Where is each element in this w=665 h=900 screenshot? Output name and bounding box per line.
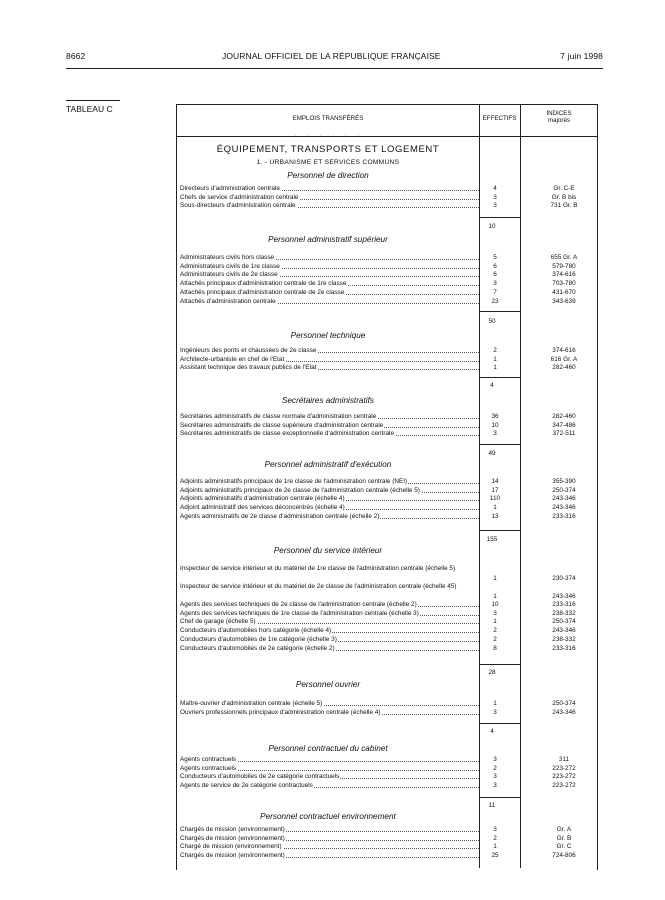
row-indice: 347-486 bbox=[552, 421, 576, 429]
row-indice: 233-316 bbox=[552, 512, 576, 520]
row-effectif: 2 bbox=[493, 764, 497, 772]
row-label-text: Architecte-urbaniste en chef de l'Etat bbox=[180, 355, 285, 363]
row-label bbox=[180, 486, 479, 495]
row-label-text: Chargé de mission (environnement) bbox=[180, 843, 282, 851]
row-indice: 238-332 bbox=[552, 609, 576, 617]
section-title: Personnel contractuel du cabinet bbox=[268, 744, 388, 753]
row-indice: 655 Gr. A bbox=[550, 254, 578, 261]
row-effectif: 25 bbox=[491, 852, 499, 860]
row-label bbox=[180, 262, 479, 271]
row-label bbox=[180, 503, 479, 512]
row-effectif: 10 bbox=[491, 601, 499, 608]
subtotal-rule bbox=[479, 723, 520, 724]
row-effectif: 3 bbox=[493, 202, 497, 210]
row-indice: 223-272 bbox=[552, 764, 576, 772]
row-indice: 374-616 bbox=[552, 347, 576, 354]
row-label bbox=[180, 609, 479, 618]
row-indice: 238-332 bbox=[552, 635, 576, 643]
row-effectif: 1 bbox=[493, 843, 497, 851]
row-effectif: 17 bbox=[491, 486, 499, 494]
row-label-text: Conducteurs d'automobiles de 1re catégorie (échelle 3) bbox=[180, 635, 337, 643]
row-indice: 233-316 bbox=[552, 601, 576, 608]
section-title: Personnel ouvrier bbox=[295, 680, 361, 689]
row-effectif: 110 bbox=[489, 495, 501, 503]
section-subtotal: 155 bbox=[486, 536, 498, 543]
subtotal-rule bbox=[479, 664, 520, 665]
row-indice: 579-780 bbox=[552, 262, 576, 270]
subtotal-rule bbox=[479, 797, 520, 798]
row-effectif: 2 bbox=[493, 834, 497, 842]
row-label bbox=[180, 363, 479, 372]
row-label-text: Administrateurs civils de 1re classe bbox=[180, 262, 280, 270]
row-label bbox=[180, 755, 479, 764]
row-label-text: Chargés de mission (environnement) bbox=[180, 826, 285, 833]
row-label-text: Attachés principaux d'administration centrale de 1re classe bbox=[180, 280, 347, 288]
row-effectif: 10 bbox=[491, 421, 499, 429]
row-effectif: 5 bbox=[493, 254, 497, 261]
row-indice: 282-460 bbox=[552, 413, 576, 420]
ministry-title: ÉQUIPEMENT, TRANSPORTS ET LOGEMENT bbox=[216, 144, 440, 155]
row-label-text: Chargés de mission (environnement) bbox=[180, 852, 285, 860]
row-indice: 243-346 bbox=[552, 504, 576, 512]
section-subtotal: 4 bbox=[490, 728, 494, 735]
row-effectif: 1 bbox=[493, 364, 497, 372]
row-label-text: Ingénieurs des ponts et chaussées de 2e classe bbox=[180, 347, 317, 354]
column-header-indices: INDICES bbox=[546, 110, 572, 117]
row-effectif: 23 bbox=[491, 297, 499, 305]
row-indice: 282-460 bbox=[552, 364, 576, 372]
row-label-text: Chef de garage (échelle 5) bbox=[180, 618, 256, 626]
row-effectif: 3 bbox=[493, 756, 497, 763]
row-label bbox=[180, 346, 479, 355]
row-indice: 374-616 bbox=[552, 271, 576, 279]
row-label-text: Attachés principaux d'administration centrale de 2e classe bbox=[180, 288, 345, 296]
row-label-text: Secrétaires administratifs de classe normale d'administration centrale bbox=[180, 413, 377, 420]
row-effectif: 4 bbox=[493, 185, 497, 192]
column-header-ornament: · · · · · · bbox=[295, 133, 363, 138]
section-subtotal: 50 bbox=[488, 318, 496, 325]
row-label bbox=[180, 421, 479, 430]
section-title: Personnel du service intérieur bbox=[273, 546, 383, 555]
row-effectif: 8 bbox=[493, 644, 497, 652]
row-label bbox=[180, 355, 479, 364]
row-label-text: Adjoints administratifs principaux de 1re classe de l'administration centrale (NEI) bbox=[180, 478, 408, 485]
header-rule bbox=[66, 68, 603, 69]
row-indice: Gr. B bis bbox=[551, 193, 577, 201]
row-label-text: Adjoints administratifs principaux de 2e classe de l'administration centrale (échelle 5) bbox=[180, 486, 420, 494]
row-label bbox=[180, 842, 479, 851]
row-label-text: Assistant technique des travaux publics de l'Etat bbox=[180, 364, 317, 372]
column-header-effectifs: EFFECTIFS bbox=[482, 115, 517, 122]
row-label bbox=[180, 600, 479, 609]
table-label-rule bbox=[66, 100, 120, 101]
row-indice: 250-374 bbox=[552, 700, 576, 707]
section-subtotal: 11 bbox=[488, 802, 496, 809]
row-effectif: 2 bbox=[493, 347, 497, 354]
row-label bbox=[180, 565, 479, 583]
row-label-text: Conducteurs d'automobiles de 2e catégorie contractuels bbox=[180, 773, 340, 781]
subtotal-rule bbox=[479, 377, 520, 378]
row-label bbox=[180, 699, 479, 708]
row-indice: 243-346 bbox=[552, 592, 576, 600]
row-indice: Gr. C-E bbox=[553, 185, 575, 192]
row-label bbox=[180, 279, 479, 288]
section-subtotal: 28 bbox=[488, 669, 496, 676]
row-indice: 724-806 bbox=[552, 852, 576, 860]
row-label-text: Adjoint administratif des services déconcentrés (échelle 4) bbox=[180, 504, 345, 512]
row-indice: 311 bbox=[558, 756, 570, 763]
staff-table bbox=[176, 104, 598, 870]
row-indice: 431-670 bbox=[552, 288, 576, 296]
row-label bbox=[180, 708, 479, 717]
row-indice: 703-780 bbox=[552, 280, 576, 288]
row-effectif: 3 bbox=[493, 193, 497, 201]
section-title: Personnel administratif supérieur bbox=[268, 235, 388, 244]
row-label-text: Conducteurs d'automobiles de 2e catégorie (échelle 2) bbox=[180, 644, 335, 652]
row-label bbox=[180, 270, 479, 279]
row-indice: 343-639 bbox=[552, 297, 576, 305]
row-label bbox=[180, 412, 479, 421]
row-label bbox=[180, 184, 479, 193]
row-indice: 243-346 bbox=[552, 708, 576, 716]
table-label: TABLEAU C bbox=[66, 104, 113, 114]
subtotal-rule bbox=[479, 217, 520, 218]
row-indice: 230-374 bbox=[552, 575, 576, 582]
row-effectif: 3 bbox=[493, 430, 497, 438]
row-effectif: 14 bbox=[491, 478, 499, 485]
row-label-text: Directeurs d'administration centrale bbox=[180, 185, 280, 192]
row-effectif: 3 bbox=[493, 782, 497, 790]
row-indice: 731 Gr. B bbox=[550, 202, 578, 210]
section-title: Personnel contractuel environnement bbox=[260, 812, 396, 821]
row-effectif: 1 bbox=[493, 618, 497, 626]
row-indice: 250-374 bbox=[552, 486, 576, 494]
row-label-text: Agents administratifs de 2e classe d'administration centrale (échelle 2) bbox=[180, 512, 380, 520]
row-label-text: Adjoints administratifs d'administration centrale (échelle 4) bbox=[180, 495, 345, 503]
row-label bbox=[180, 764, 479, 773]
row-effectif: 3 bbox=[493, 708, 497, 716]
row-effectif: 3 bbox=[493, 280, 497, 288]
row-label-text: Conducteurs d'automobiles hors catégorie (échelle 4) bbox=[180, 627, 332, 635]
row-effectif: 36 bbox=[491, 413, 499, 420]
row-label-text: Secrétaires administratifs de classe exceptionnelle d'administration centrale bbox=[180, 430, 394, 438]
row-label bbox=[180, 772, 479, 781]
row-effectif: 6 bbox=[493, 262, 497, 270]
row-label-text: Agents des services techniques de 2e classe de l'administration centrale (échelle 2) bbox=[180, 601, 417, 608]
row-indice: 223-272 bbox=[552, 773, 576, 781]
row-label-text: Maître-ouvrier d'administration centrale (échelle 5) bbox=[180, 700, 323, 707]
subministry-title: 1. - URBANISME ET SERVICES COMMUNS bbox=[256, 159, 400, 166]
row-indice: 250-374 bbox=[552, 618, 576, 626]
row-indice: Gr. B bbox=[556, 834, 572, 842]
row-label-text: Agents des services techniques de 1re classe de l'administration centrale (échelle 3) bbox=[180, 609, 419, 617]
row-label bbox=[180, 288, 479, 297]
column-header-indices-sub: majorés bbox=[547, 117, 570, 124]
page-number: 8662 bbox=[66, 51, 86, 61]
row-label bbox=[180, 201, 479, 210]
row-label-text: Agents de service de 2e catégorie contractuels bbox=[180, 782, 313, 790]
row-label-text: Ouvriers professionnels principaux d'administration centrale (échelle 4) bbox=[180, 708, 381, 716]
row-indice: 372-511 bbox=[552, 430, 576, 438]
row-indice: 243-346 bbox=[552, 627, 576, 635]
section-title: Personnel administratif d'exécution bbox=[264, 460, 392, 469]
row-effectif: 6 bbox=[493, 271, 497, 279]
row-label bbox=[180, 626, 479, 635]
subtotal-rule bbox=[479, 530, 520, 531]
section-title: Personnel technique bbox=[290, 331, 366, 340]
row-effectif: 1 bbox=[493, 575, 497, 582]
row-label bbox=[180, 583, 479, 601]
row-label bbox=[180, 512, 479, 521]
row-effectif: 1 bbox=[493, 700, 497, 707]
row-label bbox=[180, 494, 479, 503]
row-label bbox=[180, 781, 479, 790]
row-effectif: 2 bbox=[493, 635, 497, 643]
row-label-text: Agents contractuels bbox=[180, 756, 237, 763]
row-label bbox=[180, 644, 479, 653]
row-label bbox=[180, 253, 479, 262]
row-label bbox=[180, 429, 479, 438]
row-label-text: Chargés de mission (environnement) bbox=[180, 834, 285, 842]
table-cut-edge bbox=[177, 868, 597, 870]
row-effectif: 1 bbox=[493, 504, 497, 512]
row-indice: Gr. A bbox=[556, 826, 572, 833]
row-label-text: Agents contractuels bbox=[180, 764, 237, 772]
row-label bbox=[180, 851, 479, 860]
section-subtotal: 10 bbox=[488, 223, 496, 230]
column-header-emplois: EMPLOIS TRANSFÉRÉS bbox=[292, 115, 364, 122]
row-label bbox=[180, 477, 479, 486]
row-label-text: Administrateurs civils de 2e classe bbox=[180, 271, 278, 279]
column-divider-indices bbox=[520, 105, 521, 870]
row-label-text: Sous-directeurs d'administration centrale bbox=[180, 202, 296, 210]
row-effectif: 1 bbox=[493, 592, 497, 600]
publication-date: 7 juin 1998 bbox=[560, 51, 603, 61]
subtotal-rule bbox=[479, 444, 520, 445]
row-label bbox=[180, 834, 479, 843]
row-label bbox=[180, 193, 479, 202]
row-label-text: Secrétaires administratifs de classe supérieure d'administration centrale bbox=[180, 421, 384, 429]
row-label bbox=[180, 297, 479, 306]
column-header-rule bbox=[177, 136, 597, 137]
row-indice: 243-346 bbox=[552, 495, 576, 503]
section-subtotal: 49 bbox=[488, 450, 496, 457]
section-title: Personnel de direction bbox=[287, 171, 369, 180]
row-effectif: 3 bbox=[493, 609, 497, 617]
row-indice: 355-390 bbox=[552, 478, 576, 485]
row-indice: 616 Gr. A bbox=[550, 355, 578, 363]
row-label-text: Attachés d'administration centrale bbox=[180, 297, 276, 305]
subtotal-rule bbox=[479, 311, 520, 312]
row-label-text: Chefs de service d'administration centrale bbox=[180, 193, 299, 201]
row-label bbox=[180, 825, 479, 834]
row-label-text: Inspecteur de service intérieur et du matériel de 2e classe de l'administration centrale (échelle 45) bbox=[180, 582, 457, 590]
row-label bbox=[180, 635, 479, 644]
row-effectif: 13 bbox=[491, 512, 499, 520]
row-effectif: 2 bbox=[493, 627, 497, 635]
section-title: Secrétaires administratifs bbox=[282, 396, 374, 405]
section-subtotal: 4 bbox=[490, 382, 494, 389]
journal-title: JOURNAL OFFICIEL DE LA RÉPUBLIQUE FRANÇAISE bbox=[222, 51, 441, 61]
row-effectif: 3 bbox=[493, 773, 497, 781]
row-effectif: 3 bbox=[493, 826, 497, 833]
row-effectif: 7 bbox=[493, 288, 497, 296]
row-effectif: 1 bbox=[493, 355, 497, 363]
row-indice: 233-316 bbox=[552, 644, 576, 652]
row-label-text: Administrateurs civils hors classe bbox=[180, 254, 275, 261]
row-indice: 223-272 bbox=[552, 782, 576, 790]
row-indice: Gr. C bbox=[556, 843, 572, 851]
row-label-text: Inspecteur de service intérieur et du matériel de 1re classe de l'administration centrale (échelle 5) bbox=[180, 565, 456, 572]
row-label bbox=[180, 617, 479, 626]
column-divider-effectifs bbox=[479, 105, 480, 870]
